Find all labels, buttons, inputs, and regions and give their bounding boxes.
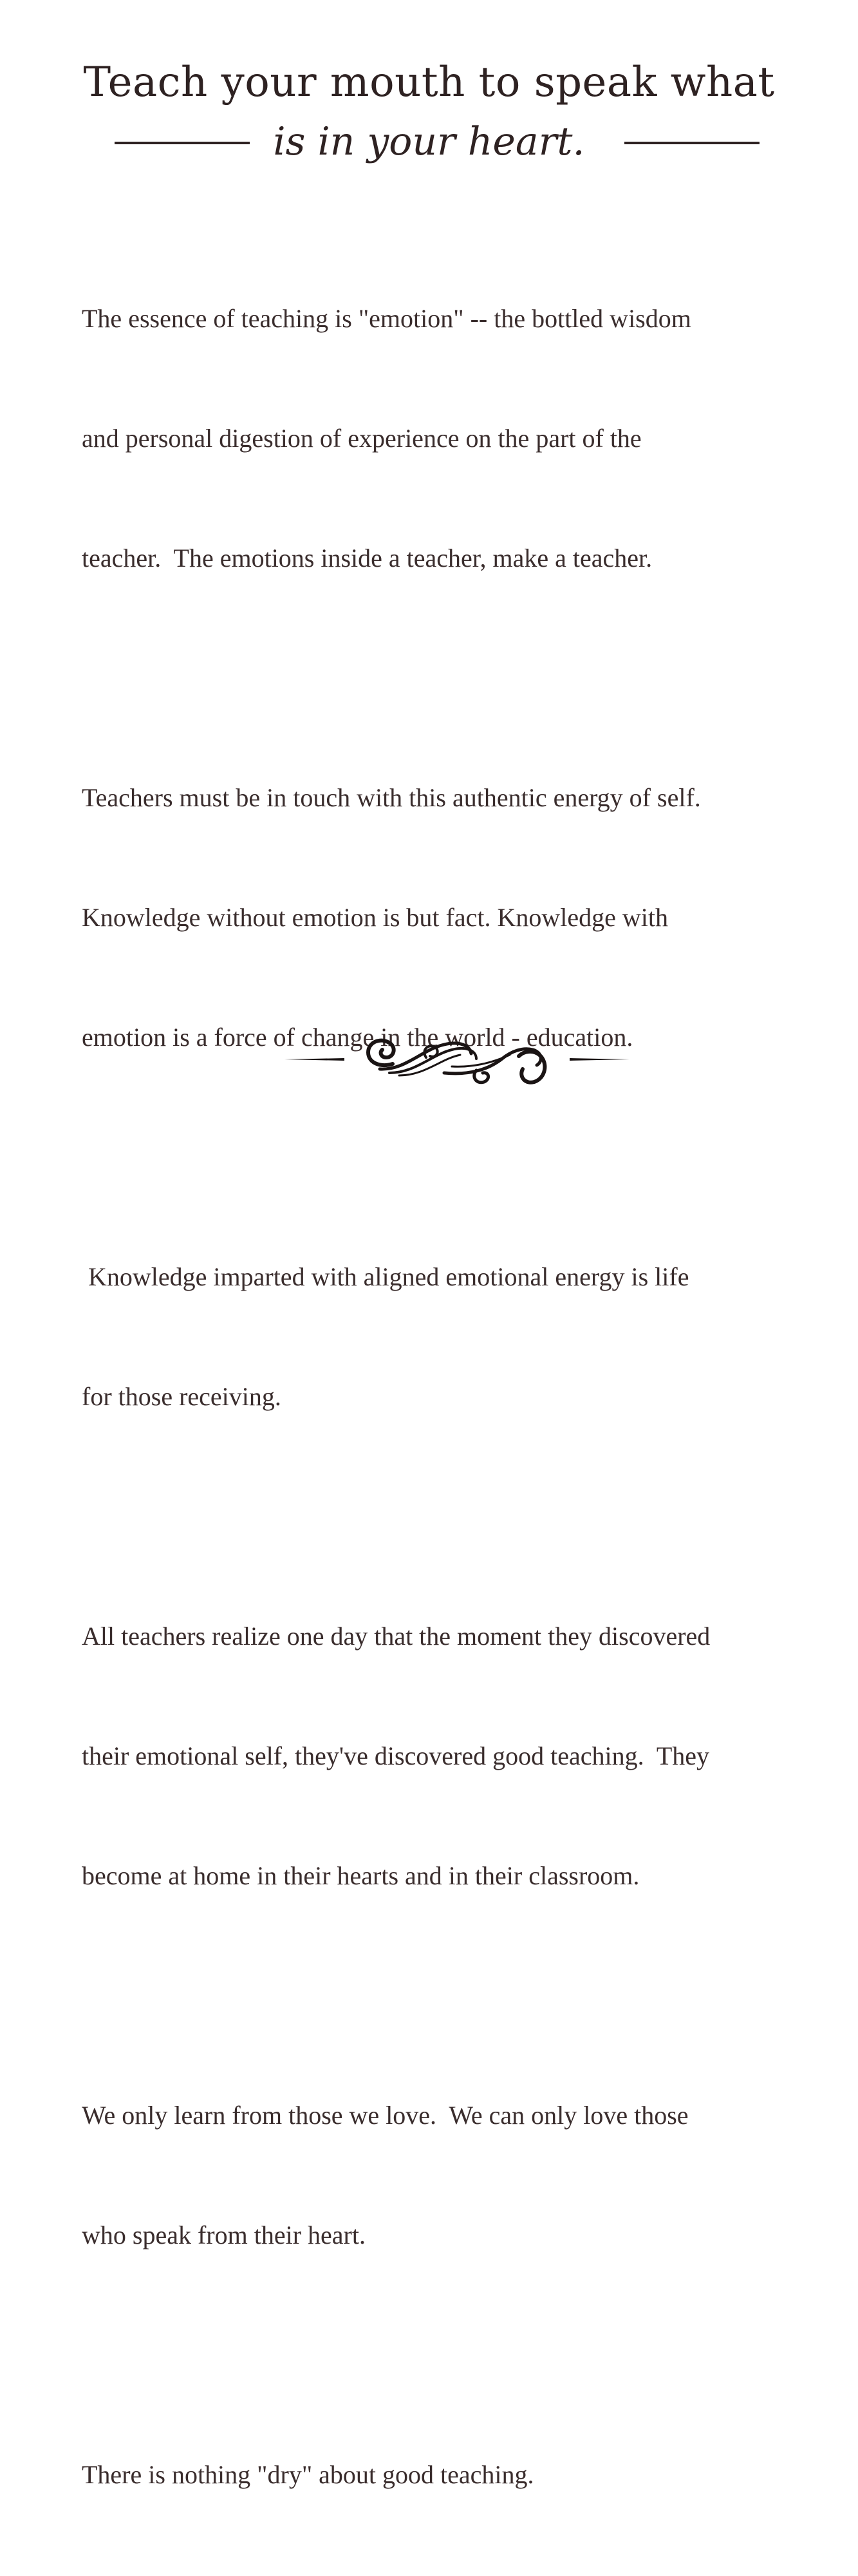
paragraph-line: their emotional self, they've discovered good teaching. They — [82, 1741, 710, 1770]
flourish-divider-icon — [283, 1030, 631, 1088]
title-subline — [0, 116, 858, 167]
page-title: Teach your mouth to speak what — [83, 59, 775, 106]
body-text — [82, 219, 790, 2576]
paragraph-line: All teachers realize one day that the moment they discovered — [82, 1622, 711, 1651]
paragraph-line: There is nothing "dry" about good teaching. — [82, 2460, 534, 2489]
paragraph — [82, 1177, 790, 1497]
paragraph-line: The essence of teaching is "emotion" -- the bottled wisdom — [82, 304, 691, 333]
paragraph-line: become at home in their hearts and in their classroom. — [82, 1861, 640, 1890]
paragraph — [82, 2016, 790, 2335]
page-title-italic: is in your heart. — [273, 119, 585, 164]
paragraph-line: Knowledge imparted with aligned emotional energy is life — [82, 1262, 689, 1291]
paragraph — [82, 2375, 790, 2575]
paragraph-line: Teachers must be in touch with this authentic energy of self. — [82, 783, 701, 812]
paragraph-line: who speak from their heart. — [82, 2221, 366, 2249]
paragraph-line: We only learn from those we love. We can only love those — [82, 2101, 689, 2130]
paragraph-line: teacher. The emotions inside a teacher, make a teacher. — [82, 544, 653, 573]
paragraph-line: Knowledge without emotion is but fact. Knowledge with — [82, 903, 668, 932]
paragraph — [82, 1537, 790, 1976]
paragraph-line: emotion is a force of change in the world - education. — [82, 1023, 633, 1052]
paragraph — [82, 219, 790, 658]
title-rule-right — [624, 142, 760, 144]
paragraph-line: for those receiving. — [82, 1382, 281, 1411]
paragraph-line: and personal digestion of experience on the part of the — [82, 424, 642, 453]
